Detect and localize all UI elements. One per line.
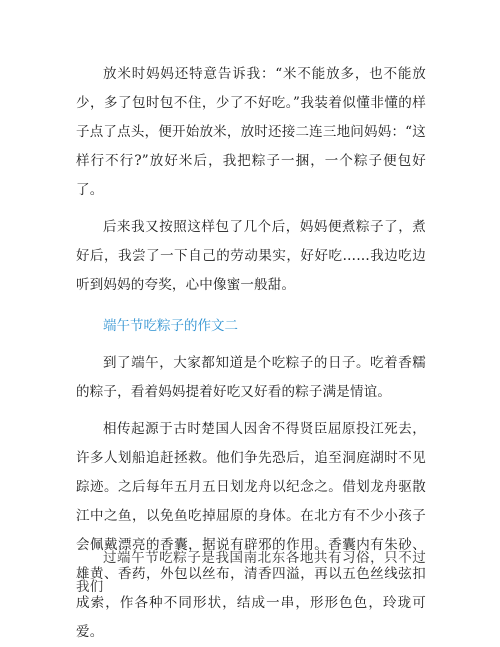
paragraph-3: 到了端午，大家都知道是个吃粽子的日子。吃着香糯的粽子，看着妈妈提着好吃又好看的粽子满是情谊。 [76, 355, 426, 400]
section-heading: 端午节吃粽子的作文二 [103, 318, 238, 334]
cut-off-line [76, 550, 426, 595]
paragraph-4: 相传起源于古时楚国人因舍不得贤臣屈原投江死去，许多人划船追赶拯救。他们争先恐后，追至洞庭湖时不见踪迹。之后每年五月五日划龙舟以纪念之。借划龙舟驱散江中之鱼，以免鱼吃掉屈原的身体。在北方有不少小孩子会佩戴漂亮的香囊，据说有辟邪的作用。香囊内有朱砂、雄黄、香药，外包以丝布，清香四溢，再以五色丝线弦扣成索，作各种不同形状，结成一串，形形色色，玲珑可爱。 [76, 421, 426, 640]
paragraph-2: 后来我又按照这样包了几个后，妈妈便煮粽子了，煮好后，我尝了一下自己的劳动果实，好好吃……我边吃边听到妈妈的夸奖，心中像蜜一般甜。 [76, 219, 426, 293]
paragraph-5-partial: 过端午节吃粽子是我国南北东各地共有习俗，只不过我们 [76, 550, 426, 595]
paragraph-1: 放米时妈妈还特意告诉我：“米不能放多，也不能放少，多了包时包不住，少了不好吃。”我装着似懂非懂的样子点了点头，便开始放米，放时还接二连三地问妈妈：“这样行不行?”放好米后，我把粽子一捆，一个粽子便包好了。 [76, 66, 426, 198]
